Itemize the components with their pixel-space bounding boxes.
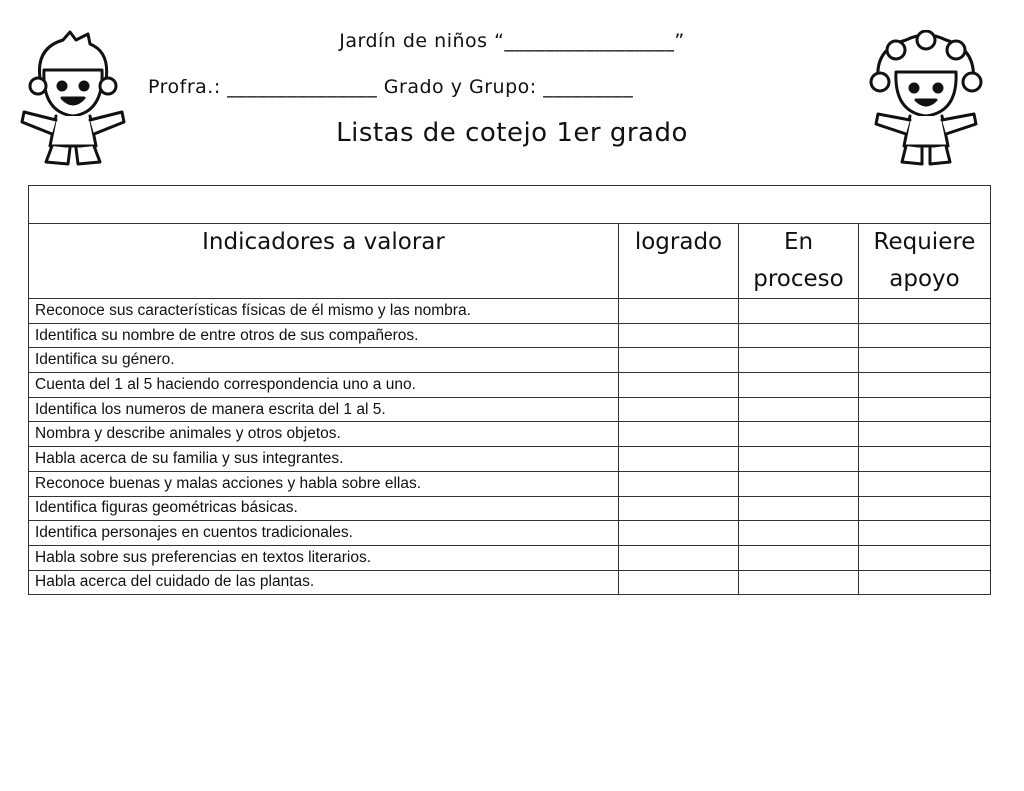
table-row <box>29 521 991 546</box>
needs-support-cell[interactable] <box>859 373 991 398</box>
indicator-cell: Identifica personajes en cuentos tradicionales. <box>29 521 619 546</box>
in-progress-cell[interactable] <box>739 348 859 373</box>
teacher-group-line: Profra.: _______________ Grado y Grupo: _________ <box>148 76 634 98</box>
girl-illustration <box>866 30 986 170</box>
page-title: Listas de cotejo 1er grado <box>336 118 688 148</box>
table-row <box>29 545 991 570</box>
achieved-cell[interactable] <box>619 348 739 373</box>
col-achieved: logrado <box>619 224 739 299</box>
table-row <box>29 323 991 348</box>
in-progress-cell[interactable] <box>739 397 859 422</box>
table-row <box>29 422 991 447</box>
needs-support-cell[interactable] <box>859 422 991 447</box>
indicator-cell: Reconoce buenas y malas acciones y habla sobre ellas. <box>29 471 619 496</box>
indicator-cell: Identifica los numeros de manera escrita del 1 al 5. <box>29 397 619 422</box>
needs-support-cell[interactable] <box>859 397 991 422</box>
indicator-cell: Habla acerca del cuidado de las plantas. <box>29 570 619 595</box>
column-header-row <box>29 224 991 299</box>
in-progress-cell[interactable] <box>739 373 859 398</box>
in-progress-cell[interactable] <box>739 323 859 348</box>
in-progress-cell[interactable] <box>739 570 859 595</box>
achieved-cell[interactable] <box>619 422 739 447</box>
needs-support-cell[interactable] <box>859 323 991 348</box>
needs-support-cell[interactable] <box>859 299 991 324</box>
table-row <box>29 496 991 521</box>
achieved-cell[interactable] <box>619 496 739 521</box>
achieved-cell[interactable] <box>619 570 739 595</box>
needs-support-cell[interactable] <box>859 348 991 373</box>
achieved-cell[interactable] <box>619 471 739 496</box>
needs-support-cell[interactable] <box>859 570 991 595</box>
indicator-cell: Reconoce sus características físicas de él mismo y las nombra. <box>29 299 619 324</box>
achieved-cell[interactable] <box>619 397 739 422</box>
in-progress-cell[interactable] <box>739 496 859 521</box>
kinder-name-line: Jardín de niños “_________________” <box>339 30 685 52</box>
needs-support-cell[interactable] <box>859 471 991 496</box>
col-needs-support: Requiere apoyo <box>859 224 991 299</box>
needs-support-cell[interactable] <box>859 447 991 472</box>
table-row <box>29 570 991 595</box>
indicator-cell: Identifica su género. <box>29 348 619 373</box>
needs-support-cell[interactable] <box>859 545 991 570</box>
achieved-cell[interactable] <box>619 299 739 324</box>
in-progress-cell[interactable] <box>739 299 859 324</box>
in-progress-cell[interactable] <box>739 545 859 570</box>
indicator-cell: Nombra y describe animales y otros objetos. <box>29 422 619 447</box>
in-progress-cell[interactable] <box>739 422 859 447</box>
indicator-cell: Cuenta del 1 al 5 haciendo correspondencia uno a uno. <box>29 373 619 398</box>
table-row <box>29 348 991 373</box>
in-progress-cell[interactable] <box>739 471 859 496</box>
achieved-cell[interactable] <box>619 373 739 398</box>
needs-support-cell[interactable] <box>859 521 991 546</box>
achieved-cell[interactable] <box>619 545 739 570</box>
boy-illustration <box>18 30 128 170</box>
achieved-cell[interactable] <box>619 323 739 348</box>
table-row <box>29 373 991 398</box>
col-in-progress: En proceso <box>739 224 859 299</box>
indicator-cell: Identifica figuras geométricas básicas. <box>29 496 619 521</box>
table-row <box>29 471 991 496</box>
needs-support-cell[interactable] <box>859 496 991 521</box>
in-progress-cell[interactable] <box>739 521 859 546</box>
indicator-cell: Habla sobre sus preferencias en textos literarios. <box>29 545 619 570</box>
blank-cell <box>29 186 991 224</box>
checklist-table <box>28 185 991 595</box>
indicator-cell: Habla acerca de su familia y sus integrantes. <box>29 447 619 472</box>
achieved-cell[interactable] <box>619 521 739 546</box>
table-row <box>29 299 991 324</box>
blank-header-row <box>29 186 991 224</box>
indicator-cell: Identifica su nombre de entre otros de sus compañeros. <box>29 323 619 348</box>
in-progress-cell[interactable] <box>739 447 859 472</box>
table-row <box>29 397 991 422</box>
achieved-cell[interactable] <box>619 447 739 472</box>
table-row <box>29 447 991 472</box>
col-indicators: Indicadores a valorar <box>29 224 619 299</box>
